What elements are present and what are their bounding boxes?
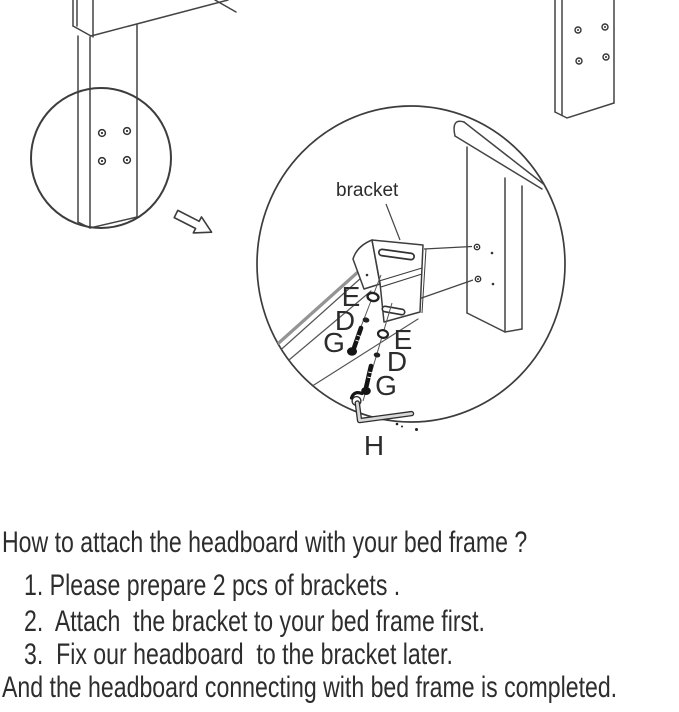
speck-2: [401, 426, 403, 428]
rail-rounded-corner: [454, 121, 464, 136]
panel-corner-edge: [73, 26, 91, 36]
question-heading: How to attach the headboard with your bed frame ?: [2, 526, 528, 559]
speck-3: [415, 428, 418, 431]
callout-leg-holes: [474, 244, 494, 285]
step-3: 3. Fix our headboard to the bracket later.: [24, 638, 453, 671]
bracket-label: bracket: [336, 180, 399, 201]
label-H: H: [363, 430, 385, 461]
frame-top-rail: [454, 121, 546, 189]
bolt-G-1-head: [347, 347, 357, 355]
label-G-2: G: [375, 370, 397, 401]
bracket-label-leader: [386, 204, 400, 240]
headboard-leg-holes: [99, 128, 131, 165]
washer-E-1: [367, 292, 379, 302]
step-2: 2. Attach the bracket to your bed frame first.: [24, 605, 485, 638]
spring-washer-D-1: [362, 317, 370, 324]
panel-end-edge: [215, 0, 236, 12]
callout-leg: [467, 147, 522, 332]
label-E-1: E: [341, 281, 361, 312]
conclusion: And the headboard connecting with bed frame is completed.: [2, 671, 618, 704]
zoom-arrow-icon: [174, 210, 211, 233]
label-D-2: D: [386, 346, 408, 377]
rail-top-edge: [464, 122, 546, 186]
label-E-2: E: [393, 324, 413, 355]
step-1: 1. Please prepare 2 pcs of brackets .: [24, 569, 401, 602]
post-bottom-edge: [555, 103, 614, 118]
bracket-flange-hole: [366, 274, 369, 277]
label-G-1: G: [323, 327, 345, 358]
bolt-leader-top: [424, 247, 472, 250]
callout-leg-bottom-edge: [467, 313, 522, 332]
bed-post-holes: [575, 24, 609, 64]
label-D-1: D: [334, 305, 356, 336]
speck-1: [396, 423, 399, 426]
panel-bottom-edge: [91, 0, 228, 36]
washer-E-2: [377, 329, 388, 338]
spring-washer-D-2: [373, 352, 380, 358]
